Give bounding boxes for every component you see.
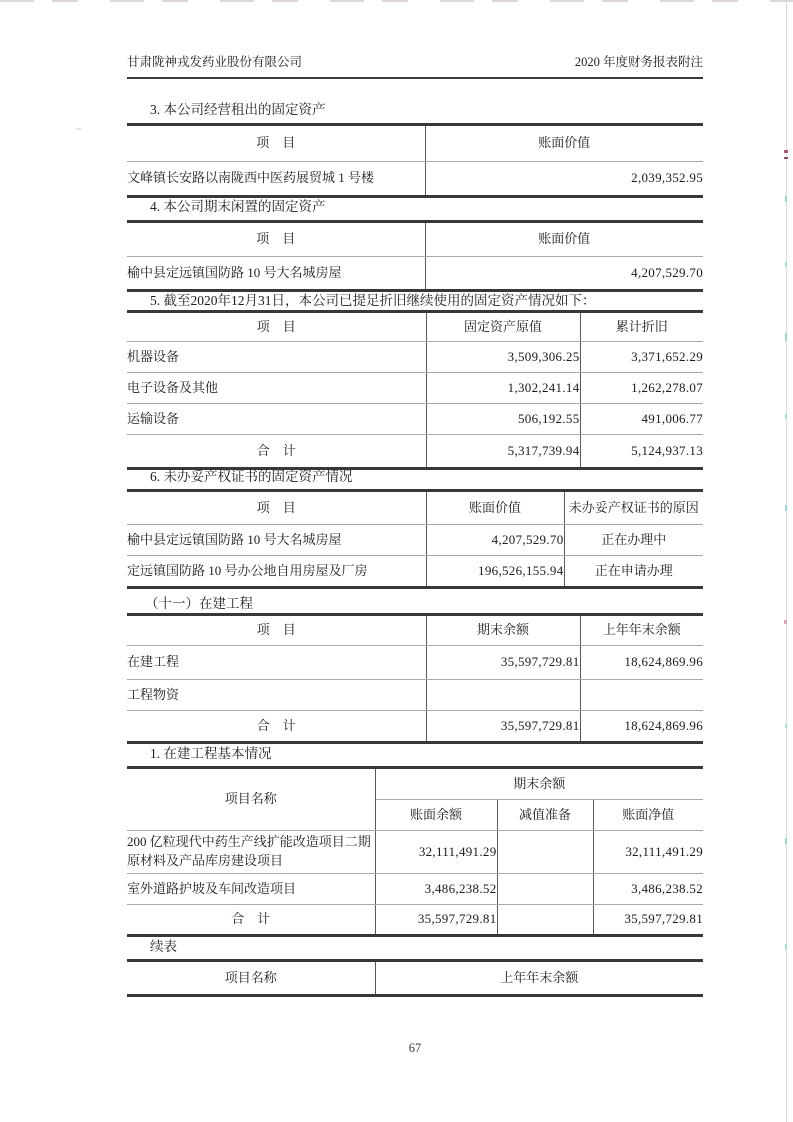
table-cell-total-impairment <box>497 905 593 936</box>
column-header-net: 账面净值 <box>593 800 703 831</box>
scan-speck <box>785 838 787 844</box>
table-cell-total-balance: 35,597,729.81 <box>375 905 497 936</box>
table-cell-total-ending: 35,597,729.81 <box>426 711 580 743</box>
table-cell-item: 运输设备 <box>127 404 426 435</box>
section-heading-3: 3. 本公司经营租出的固定资产 <box>150 102 326 117</box>
table-total-row <box>127 711 703 743</box>
table-total-row <box>127 905 703 936</box>
scan-noise-top-edge <box>0 0 793 2</box>
scan-speck <box>785 333 787 341</box>
scan-speck <box>785 505 787 511</box>
table-fully-depreciated <box>127 310 703 470</box>
table-cell-net: 32,111,491.29 <box>593 831 703 874</box>
table-cell-total-cost: 5,317,739.94 <box>426 435 580 469</box>
scan-edge-line <box>786 0 787 1122</box>
table-cip-continued <box>127 959 703 997</box>
column-header-balance: 账面余额 <box>375 800 497 831</box>
table-cell-project: 室外道路护坡及车间改造项目 <box>127 874 375 905</box>
table-row <box>127 680 703 711</box>
table-cell-impairment <box>497 831 593 874</box>
column-header-prior: 上年年末余额 <box>500 969 579 985</box>
scan-speck <box>785 262 787 267</box>
column-header-project: 项目名称 <box>127 961 375 996</box>
table-cell-prior <box>580 680 703 711</box>
table-cell-total-prior: 18,624,869.96 <box>624 717 703 733</box>
table-cell-value: 196,526,155.94 <box>426 556 564 588</box>
table-row <box>127 373 703 404</box>
section-heading-6: 6. 未办妥产权证书的固定资产情况 <box>150 469 353 484</box>
column-header-value: 账面价值 <box>425 125 703 162</box>
table-cell-value: 4,207,529.70 <box>426 525 564 556</box>
scan-speck <box>76 128 81 130</box>
scan-speck <box>785 196 787 202</box>
table-cell-item: 工程物资 <box>127 680 426 711</box>
table-row <box>127 257 703 291</box>
table-row <box>127 874 703 905</box>
scan-speck <box>785 414 787 419</box>
section-heading-4: 4. 本公司期末闲置的固定资产 <box>150 199 326 214</box>
table-cell-item: 机器设备 <box>127 342 426 373</box>
table-cell-depreciation: 3,371,652.29 <box>580 342 703 373</box>
table-cell-ending <box>426 680 580 711</box>
scan-speck <box>785 724 787 728</box>
table-no-certificate <box>127 489 703 589</box>
table-cell-cost: 506,192.55 <box>426 404 580 435</box>
scan-speck <box>785 944 787 949</box>
column-header-value: 账面价值 <box>425 222 703 257</box>
table-cell-total-label: 合 计 <box>127 435 426 469</box>
column-header-item: 项 目 <box>127 491 426 525</box>
table-cell-prior: 18,624,869.96 <box>580 646 703 680</box>
table-cell-ending: 35,597,729.81 <box>426 646 580 680</box>
table-total-row <box>127 435 703 469</box>
column-header-cost: 固定资产原值 <box>426 312 580 342</box>
table-cell-cost: 3,509,306.25 <box>426 342 580 373</box>
table-row <box>127 404 703 435</box>
table-cell-net: 3,486,238.52 <box>593 874 703 905</box>
table-cell-item: 电子设备及其他 <box>127 373 426 404</box>
column-header-item: 项 目 <box>127 125 425 162</box>
report-title: 2020 年度财务报表附注 <box>574 55 703 69</box>
table-cell-reason: 正在办理中 <box>564 525 703 556</box>
table-cell-cost: 1,302,241.14 <box>426 373 580 404</box>
page-number: 67 <box>408 1041 422 1055</box>
table-row <box>127 556 703 588</box>
table-cell-value: 4,207,529.70 <box>631 264 703 280</box>
column-header-prior: 上年年末余额 <box>580 615 703 646</box>
table-cell-reason: 正在申请办理 <box>594 562 673 578</box>
scan-speck <box>784 157 788 159</box>
table-cip-summary <box>127 613 703 744</box>
table-cell-total-depreciation: 5,124,937.13 <box>631 442 703 458</box>
table-cip-detail <box>127 766 703 937</box>
table-cell-value: 2,039,352.95 <box>631 170 703 186</box>
column-header-value: 账面价值 <box>426 491 564 525</box>
table-cell-balance: 3,486,238.52 <box>375 874 497 905</box>
table-row <box>127 831 703 874</box>
table-cell-depreciation: 491,006.77 <box>580 404 703 435</box>
column-header-project: 项目名称 <box>127 768 375 831</box>
table-cell-balance: 32,111,491.29 <box>375 831 497 874</box>
section-heading-11-1: 1. 在建工程基本情况 <box>150 746 272 761</box>
table-cell-total-label: 合 计 <box>127 905 375 936</box>
table-cell-item: 定远镇国防路 10 号办公地自用房屋及厂房 <box>127 556 426 588</box>
table-cell-item: 文峰镇长安路以南陇西中医药展贸城 1 号楼 <box>127 162 425 197</box>
table-cell-project: 200 亿粒现代中药生产线扩能改造项目二期原材料及产品库房建设项目 <box>127 831 375 874</box>
table-cell-item: 在建工程 <box>127 646 426 680</box>
column-header-item: 项 目 <box>127 615 426 646</box>
table-leased-assets <box>127 123 703 198</box>
table-cell-depreciation: 1,262,278.07 <box>580 373 703 404</box>
column-header-ending-group: 期末余额 <box>375 768 703 800</box>
table-cell-item: 榆中县定远镇国防路 10 号大名城房屋 <box>127 257 425 291</box>
running-head <box>127 52 703 79</box>
table-row <box>127 525 703 556</box>
table-row <box>127 162 703 197</box>
scan-speck <box>784 620 787 624</box>
column-header-reason: 未办妥产权证书的原因 <box>564 491 703 525</box>
table-cell-total-net: 35,597,729.81 <box>624 911 704 927</box>
table-row <box>127 342 703 373</box>
column-header-item: 项 目 <box>127 312 426 342</box>
table-idle-assets <box>127 220 703 292</box>
table-cell-total-label: 合 计 <box>127 711 426 743</box>
section-heading-11: （十一）在建工程 <box>145 596 253 611</box>
column-header-impairment: 减值准备 <box>497 800 593 831</box>
table-cell-impairment <box>497 874 593 905</box>
table-cell-item: 榆中县定远镇国防路 10 号大名城房屋 <box>127 525 426 556</box>
column-header-item: 项 目 <box>127 222 425 257</box>
section-heading-5: 5. 截至2020年12月31日，本公司已提足折旧继续使用的固定资产情况如下： <box>150 293 596 308</box>
company-name: 甘肃陇神戎发药业股份有限公司 <box>127 55 303 69</box>
continued-table-label: 续表 <box>150 939 177 954</box>
scan-speck <box>784 150 788 153</box>
column-header-ending: 期末余额 <box>426 615 580 646</box>
column-header-depreciation: 累计折旧 <box>580 312 703 342</box>
table-row <box>127 646 703 680</box>
